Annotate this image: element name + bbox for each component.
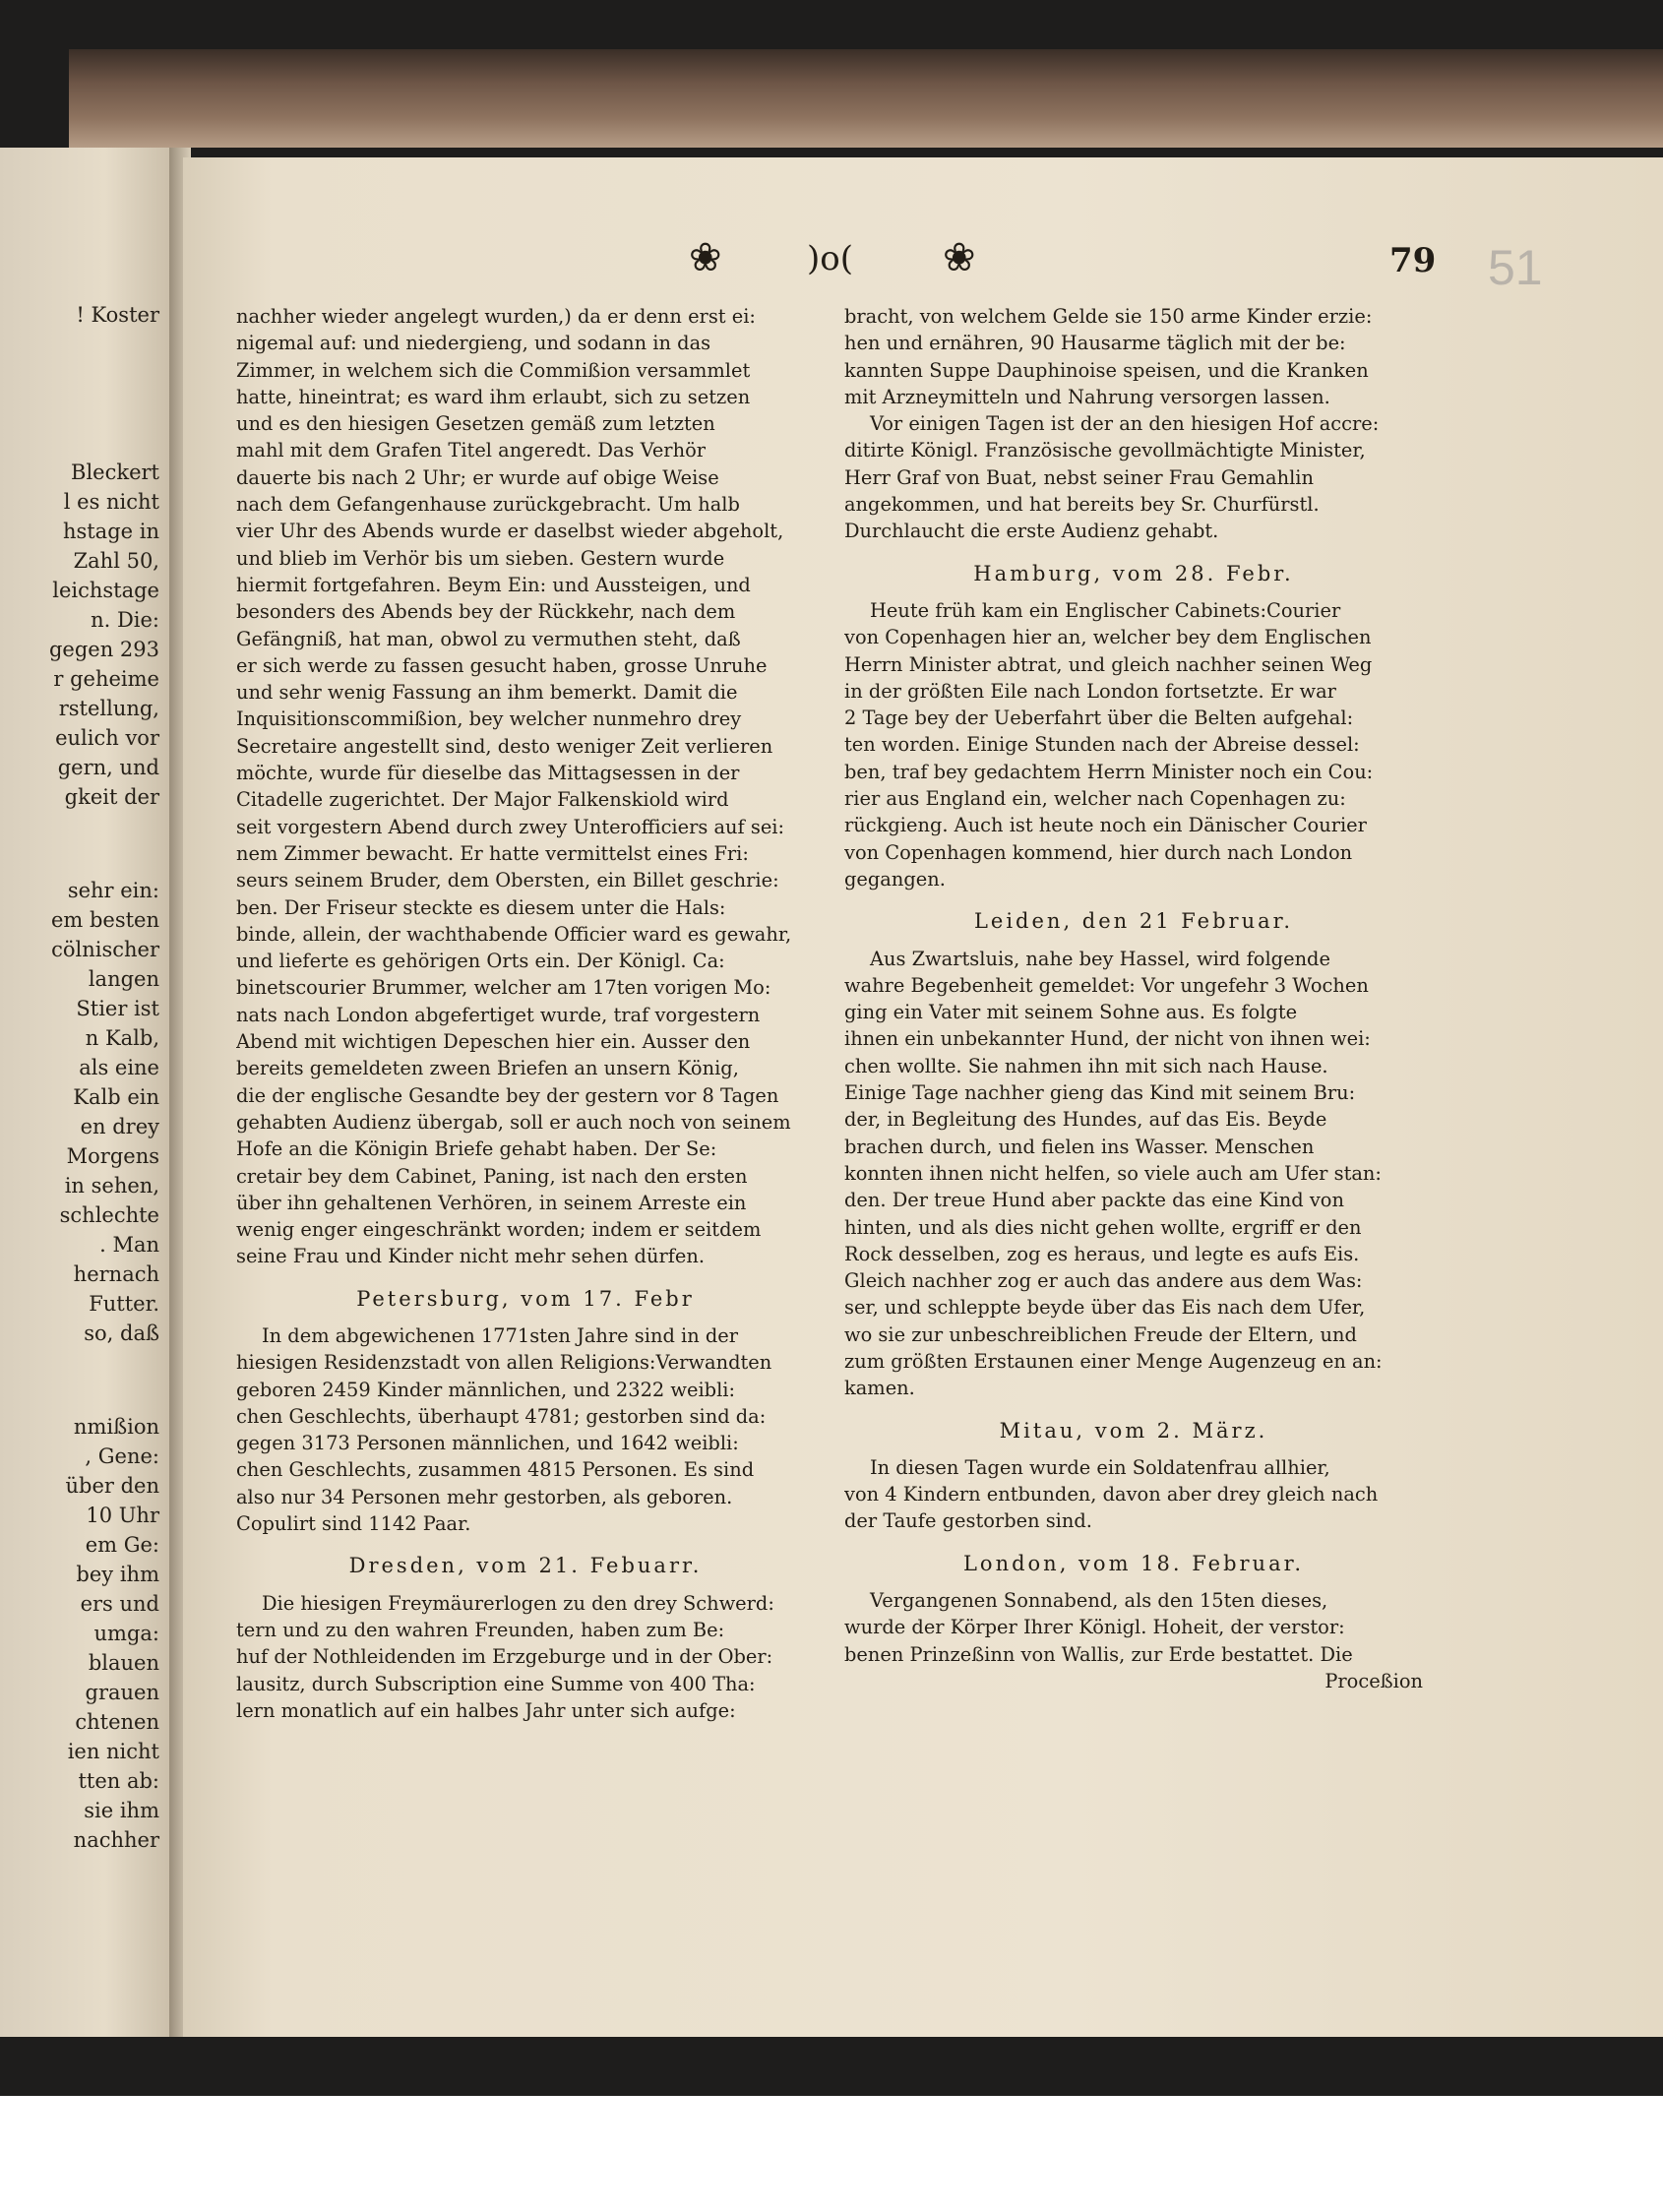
- paragraph: [844, 946, 1423, 1402]
- text-line: Vor einigen Tagen ist der an den hiesigen Hof accre:: [870, 412, 1380, 436]
- text-line: also nur 34 Personen mehr gestorben, als geboren.: [236, 1485, 733, 1508]
- margin-fragment: cölnischer: [51, 938, 159, 961]
- text-line: er sich werde zu fassen gesucht haben, grosse Unruhe: [236, 653, 768, 677]
- dateline-dresden: Dresden, vom 21. Febuarr.: [348, 1554, 703, 1578]
- text-line: Hofe an die Königin Briefe gehabt haben. Der Se:: [236, 1137, 717, 1161]
- margin-fragment: hstage in: [62, 520, 159, 543]
- margin-fragment: gern, und: [57, 756, 159, 779]
- text-line: wurde der Körper Ihrer Königl. Hoheit, der verstor:: [844, 1616, 1345, 1639]
- text-line: Heute früh kam ein Englischer Cabinets:Courier: [870, 598, 1341, 622]
- text-line: binetscourier Brummer, welcher am 17ten vorigen Mo:: [236, 976, 771, 1000]
- text-line: Citadelle zugerichtet. Der Major Falkenskiold wird: [236, 788, 729, 812]
- text-line: ihnen ein unbekannter Hund, der nicht von ihnen wei:: [844, 1027, 1371, 1051]
- text-line: den. Der treue Hund aber packte das eine Kind von: [844, 1189, 1344, 1212]
- text-line: nachher wieder angelegt wurden,) da er denn erst ei:: [236, 305, 756, 328]
- text-line: Zimmer, in welchem sich die Commißion versammlet: [236, 358, 751, 382]
- text-line: der, in Begleitung des Hundes, auf das Eis. Beyde: [844, 1108, 1327, 1132]
- text-line: und lieferte es gehörigen Orts ein. Der Königl. Ca:: [236, 950, 725, 973]
- paragraph: [236, 1590, 815, 1724]
- dateline-leiden: Leiden, den 21 Februar.: [973, 909, 1294, 934]
- pencil-folio-mark: 51: [1488, 240, 1543, 295]
- margin-fragment: . Man: [99, 1233, 159, 1257]
- margin-fragment: nmißion: [73, 1415, 159, 1439]
- paragraph: [236, 303, 815, 1270]
- text-line: der Taufe gestorben sind.: [844, 1509, 1092, 1533]
- text-line: gegangen.: [844, 867, 946, 891]
- text-line: benen Prinzeßinn von Wallis, zur Erde bestattet. Die: [844, 1642, 1353, 1666]
- margin-fragment: l es nicht: [63, 490, 159, 514]
- text-line: wenig enger eingeschränkt worden; indem er seitdem: [236, 1218, 762, 1242]
- text-line: hen und ernähren, 90 Hausarme täglich mit der be:: [844, 332, 1346, 355]
- book-top-edge: [69, 49, 1663, 148]
- margin-fragment: r geheime: [53, 667, 159, 691]
- paragraph: [844, 410, 1423, 544]
- dateline-mitau: Mitau, vom 2. März.: [999, 1418, 1268, 1443]
- paragraph: [236, 1322, 815, 1537]
- text-line: hinten, und als dies nicht gehen wollte, ergriff er den: [844, 1215, 1362, 1239]
- margin-fragment: gegen 293: [48, 638, 159, 661]
- text-line: ben. Der Friseur steckte es diesem unter die Hals:: [236, 895, 726, 919]
- header-ornament: )o(: [807, 239, 853, 278]
- text-line: ditirte Königl. Französische gevollmächtigte Minister,: [844, 439, 1366, 462]
- text-line: In diesen Tagen wurde ein Soldatenfrau allhier,: [870, 1455, 1330, 1479]
- text-line: hiesigen Residenzstadt von allen Religions:Verwandten: [236, 1351, 772, 1375]
- text-line: dauerte bis nach 2 Uhr; er wurde auf obige Weise: [236, 465, 719, 489]
- text-line: wo sie zur unbeschreiblichen Freude der Eltern, und: [844, 1322, 1357, 1346]
- margin-fragment: eulich vor: [55, 726, 159, 750]
- text-line: binde, allein, der wachthabende Officier ward es gewahr,: [236, 922, 792, 946]
- text-line: Gefängniß, hat man, obwol zu vermuthen steht, daß: [236, 627, 741, 650]
- text-line: kamen.: [844, 1377, 915, 1400]
- text-line: Herrn Minister abtrat, und gleich nachher seinen Weg: [844, 652, 1373, 676]
- text-line: rückgieng. Auch ist heute noch ein Dänischer Courier: [844, 814, 1367, 837]
- text-line: mit Arzneymitteln und Nahrung versorgen lassen.: [844, 385, 1330, 408]
- text-line: Vergangenen Sonnabend, als den 15ten dieses,: [870, 1589, 1328, 1613]
- margin-fragment: über den: [65, 1474, 159, 1498]
- margin-fragment: n. Die:: [91, 608, 159, 632]
- text-line: chen wollte. Sie nahmen ihn mit sich nach Hause.: [844, 1054, 1328, 1077]
- text-line: von 4 Kindern entbunden, davon aber drey gleich nach: [844, 1483, 1379, 1506]
- text-line: geboren 2459 Kinder männlichen, und 2322 weibli:: [236, 1378, 736, 1401]
- text-line: cretair bey dem Cabinet, Paning, ist nach den ersten: [236, 1164, 748, 1188]
- dateline-london: London, vom 18. Februar.: [962, 1551, 1305, 1575]
- margin-fragment: 10 Uhr: [86, 1504, 159, 1527]
- text-line: chen Geschlechts, überhaupt 4781; gestorben sind da:: [236, 1404, 767, 1428]
- margin-fragment: nachher: [73, 1828, 159, 1852]
- margin-fragment: umga:: [93, 1622, 159, 1645]
- text-line: ten worden. Einige Stunden nach der Abreise dessel:: [844, 733, 1360, 757]
- text-line: In dem abgewichenen 1771sten Jahre sind in der: [262, 1323, 739, 1347]
- paragraph: [844, 303, 1423, 410]
- page-number: 79: [1389, 241, 1437, 280]
- text-line: nats nach London abgefertiget wurde, traf vorgestern: [236, 1003, 761, 1026]
- paragraph: [844, 1587, 1423, 1668]
- text-line: Aus Zwartsluis, nahe bey Hassel, wird folgende: [870, 947, 1330, 970]
- text-line: und blieb im Verhör bis um sieben. Gestern wurde: [236, 546, 725, 570]
- margin-fragment: Kalb ein: [73, 1085, 159, 1109]
- text-line: ser, und schleppte beyde über das Eis nach dem Ufer,: [844, 1296, 1366, 1320]
- margin-fragment: sehr ein:: [67, 879, 159, 902]
- shell-ornament-icon: ❀: [689, 235, 722, 280]
- text-line: chen Geschlechts, zusammen 4815 Personen. Es sind: [236, 1458, 755, 1482]
- text-line: möchte, wurde für dieselbe das Mittagsessen in der: [236, 762, 740, 785]
- text-line: bereits gemeldeten zween Briefen an unsern König,: [236, 1057, 739, 1080]
- text-line: mahl mit dem Grafen Titel angeredt. Das Verhör: [236, 439, 707, 462]
- text-line: in der größten Eile nach London fortsetzte. Er war: [844, 679, 1336, 703]
- text-line: und sehr wenig Fassung an ihm bemerkt. Damit die: [236, 681, 738, 705]
- shell-ornament-icon: ❀: [943, 235, 976, 280]
- text-line: gehabten Audienz übergab, soll er auch noch von seinem: [236, 1110, 791, 1134]
- margin-fragment: tten ab:: [78, 1769, 159, 1793]
- margin-fragment: em besten: [50, 908, 159, 932]
- text-line: seurs seinem Bruder, dem Obersten, ein Billet geschrie:: [236, 869, 779, 892]
- margin-fragment: Futter.: [89, 1292, 159, 1316]
- text-line: hatte, hineintrat; es ward ihm erlaubt, sich zu setzen: [236, 385, 751, 408]
- text-line: wahre Begebenheit gemeldet: Vor ungefehr 3 Wochen: [844, 973, 1369, 997]
- margin-fragment: hernach: [73, 1262, 159, 1286]
- margin-fragment: in sehen,: [64, 1174, 159, 1198]
- text-line: Gleich nachher zog er auch das andere aus dem Was:: [844, 1269, 1363, 1293]
- paragraph: [844, 1454, 1423, 1535]
- text-line: nach dem Gefangenhause zurückgebracht. Um halb: [236, 493, 740, 517]
- text-line: lausitz, durch Subscription eine Summe von 400 Tha:: [236, 1672, 756, 1695]
- dateline-hamburg: Hamburg, vom 28. Febr.: [973, 561, 1294, 585]
- catchword: Proceßion: [1324, 1669, 1423, 1692]
- margin-fragment: langen: [88, 967, 159, 991]
- text-line: Copulirt sind 1142 Paar.: [236, 1512, 471, 1536]
- margin-fragment: ien nicht: [67, 1740, 159, 1763]
- text-line: seine Frau und Kinder nicht mehr sehen dürfen.: [236, 1245, 706, 1268]
- text-line: Inquisitionscommißion, bey welcher nunmehro drey: [236, 707, 742, 731]
- text-line: Einige Tage nachher gieng das Kind mit seinem Bru:: [844, 1081, 1356, 1105]
- text-line: und es den hiesigen Gesetzen gemäß zum letzten: [236, 412, 715, 436]
- text-line: seit vorgestern Abend durch zwey Unterofficiers auf sei:: [236, 815, 785, 838]
- text-line: Secretaire angestellt sind, desto weniger Zeit verlieren: [236, 734, 773, 758]
- text-line: die der englische Gesandte bey der gestern vor 8 Tagen: [236, 1083, 779, 1107]
- text-line: nigemal auf: und niedergieng, und sodann in das: [236, 332, 711, 355]
- margin-fragment: so, daß: [84, 1321, 159, 1345]
- text-line: bracht, von welchem Gelde sie 150 arme Kinder erzie:: [844, 305, 1373, 328]
- text-line: tern und zu den wahren Freunden, haben zum Be:: [236, 1618, 725, 1641]
- text-line: nem Zimmer bewacht. Er hatte vermittelst eines Fri:: [236, 841, 749, 865]
- text-line: Rock desselben, zog es heraus, und legte es aufs Eis.: [844, 1242, 1360, 1265]
- text-line: Die hiesigen Freymäurerlogen zu den drey Schwerd:: [262, 1591, 774, 1615]
- margin-fragment: schlechte: [59, 1203, 159, 1227]
- paragraph: [844, 597, 1423, 892]
- margin-fragment: chtenen: [75, 1710, 159, 1734]
- right-column: [844, 303, 1423, 1694]
- margin-fragment: blauen: [88, 1651, 159, 1675]
- margin-fragment: , Gene:: [85, 1444, 159, 1468]
- margin-fragment: ers und: [80, 1592, 159, 1616]
- left-page-margin: [0, 148, 175, 2037]
- margin-fragment: ! Koster: [76, 303, 159, 327]
- margin-fragment: grauen: [85, 1681, 159, 1704]
- text-line: über ihn gehaltenen Verhören, in seinem Arreste ein: [236, 1191, 747, 1214]
- margin-fragment: rstellung,: [58, 697, 159, 720]
- margin-fragment: Zahl 50,: [73, 549, 159, 573]
- text-line: huf der Nothleidenden im Erzgeburge und in der Ober:: [236, 1645, 773, 1669]
- text-line: ging ein Vater mit seinem Sohne aus. Es folgte: [844, 1001, 1298, 1024]
- text-line: zum größten Erstaunen einer Menge Augenzeug en an:: [844, 1349, 1383, 1373]
- text-line: 2 Tage bey der Ueberfahrt über die Belten aufgehal:: [844, 707, 1354, 730]
- left-column: [236, 303, 815, 1724]
- text-line: hiermit fortgefahren. Beym Ein: und Aussteigen, und: [236, 573, 751, 596]
- text-line: Herr Graf von Buat, nebst seiner Frau Gemahlin: [844, 465, 1314, 489]
- dateline-petersburg: Petersburg, vom 17. Febr: [356, 1286, 695, 1311]
- text-line: rier aus England ein, welcher nach Copenhagen zu:: [844, 787, 1346, 811]
- margin-fragment: als eine: [79, 1056, 159, 1079]
- margin-fragment: en drey: [80, 1115, 159, 1138]
- margin-fragment: sie ihm: [84, 1799, 159, 1822]
- text-line: vier Uhr des Abends wurde er daselbst wieder abgeholt,: [236, 520, 784, 543]
- text-line: kannten Suppe Dauphinoise speisen, und die Kranken: [844, 358, 1369, 382]
- margin-fragment: em Ge:: [85, 1533, 159, 1557]
- margin-fragment: Bleckert: [71, 461, 159, 484]
- margin-fragment: leichstage: [52, 579, 159, 602]
- text-line: von Copenhagen kommend, hier durch nach London: [844, 840, 1353, 864]
- text-line: von Copenhagen hier an, welcher bey dem Englischen: [844, 626, 1372, 649]
- text-line: gegen 3173 Personen männlichen, und 1642 weibli:: [236, 1432, 739, 1455]
- text-line: besonders des Abends bey der Rückkehr, nach dem: [236, 600, 736, 624]
- text-line: ben, traf bey gedachtem Herrn Minister noch ein Cou:: [844, 760, 1374, 783]
- margin-fragment: bey ihm: [76, 1563, 159, 1586]
- text-line: angekommen, und hat bereits bey Sr. Churfürstl.: [844, 493, 1320, 517]
- text-line: Abend mit wichtigen Depeschen hier ein. Ausser den: [236, 1030, 751, 1054]
- text-line: Durchlaucht die erste Audienz gehabt.: [844, 520, 1219, 543]
- margin-fragment: n Kalb,: [85, 1026, 159, 1050]
- text-line: konnten ihnen nicht helfen, so viele auch am Ufer stan:: [844, 1161, 1382, 1185]
- text-line: brachen durch, und fielen ins Wasser. Menschen: [844, 1135, 1315, 1158]
- margin-fragment: Morgens: [66, 1144, 159, 1168]
- margin-fragment: Stier ist: [76, 997, 159, 1020]
- text-line: lern monatlich auf ein halbes Jahr unter sich aufge:: [236, 1698, 736, 1722]
- margin-fragment: gkeit der: [64, 785, 159, 809]
